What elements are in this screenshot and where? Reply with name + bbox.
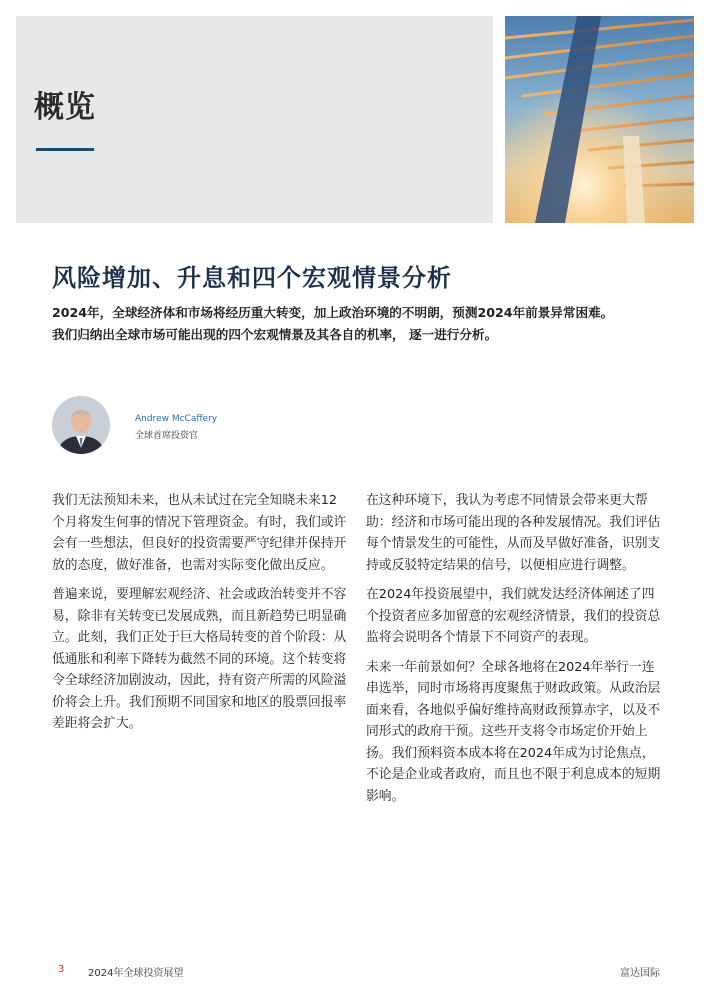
author-portrait-icon [52,396,110,454]
author-name: Andrew McCaffery [135,414,218,424]
article-headline: 风险增加、升息和四个宏观情景分析 [52,264,452,292]
body-paragraph: 在这种环境下，我认为考虑不同情景会带来更大帮助：经济和市场可能出现的各种发展情况。我们评估每个情景发生的可能性，从而及早做好准备，识别支持或反驳特定结果的信号，以便相应进行调整。 [366,493,661,573]
body-paragraph: 在2024年投资展望中，我们就发达经济体阐述了四个投资者应多加留意的宏观经济情景，我们的投资总监将会说明各个情景下不同资产的表现。 [366,587,661,645]
body-column-left [52,490,348,743]
body-column-right [366,490,662,815]
lead-line: 我们归纳出全球市场可能出现的四个宏观情景及其各自的机率， 逐一进行分析。 [52,327,498,342]
author-role: 全球首席投资官 [135,431,199,441]
footer-brand: 富达国际 [620,968,660,979]
section-title: 概览 [34,90,96,125]
page-number: 3 [58,964,65,975]
hero-bridge-image [505,16,694,223]
body-paragraph: 普遍来说，要理解宏观经济、社会或政治转变并不容易，除非有关转变已发展成熟，而且新趋势已明显确立。此刻，我们正处于巨大格局转变的首个阶段：从低通胀和利率下降转为截然不同的环境。这个转变将令全球经济加剧波动，因此，持有资产所需的风险溢价将会上升。我们预期不同国家和地区的股票回报率差距将会扩大。 [52,587,347,731]
lead-line: 2024年，全球经济体和市场将经历重大转变，加上政治环境的不明朗，预测2024年前景异常困难。 [52,305,614,320]
body-paragraph: 我们无法预知未来，也从未试过在完全知晓未来12个月将发生何事的情况下管理资金。有时，我们或许会有一些想法，但良好的投资需要严守纪律并保持开放的态度，做好准备，也需对实际变化做出反应。 [52,493,347,573]
title-rule [36,148,94,151]
bridge-cables-photo-icon [505,16,694,223]
article-lead [52,302,662,346]
author-avatar [52,396,110,454]
footer-doc-title: 2024年全球投资展望 [88,968,184,979]
body-paragraph: 未来一年前景如何？全球各地将在2024年举行一连串选举，同时市场将再度聚焦于财政政策。从政治层面来看，各地似乎偏好维持高财政预算赤字，以及不同形式的政府干预。这些开支将令市场定价开始上扬。我们预料资本成本将在2024年成为讨论焦点，不论是企业或者政府，而且也不限于利息成本的短期影响。 [366,659,661,804]
